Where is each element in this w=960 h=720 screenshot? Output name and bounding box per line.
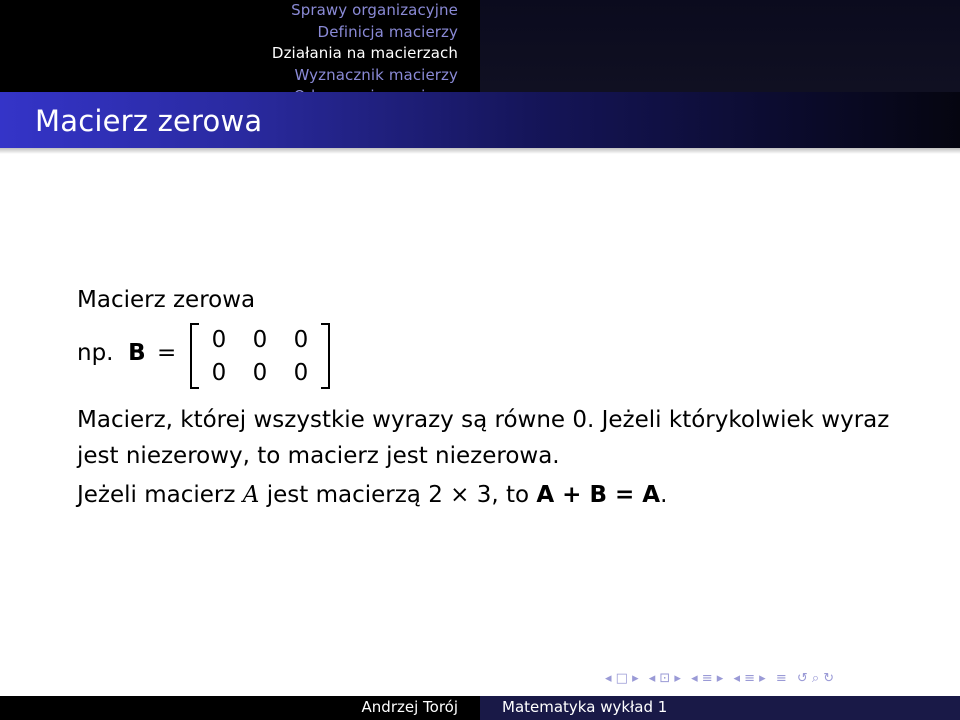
equals-sign: = <box>157 340 177 366</box>
example-prefix: Jeżeli macierz <box>77 482 243 508</box>
nav-frame-icon[interactable]: ◂ □ ▸ <box>605 671 639 686</box>
matrix-cell: 0 <box>211 327 227 353</box>
section-nav <box>0 0 480 92</box>
example-middle: jest macierzą 2 × 3, to <box>259 482 537 508</box>
matrix-name: B <box>128 340 146 366</box>
nav-document-icon[interactable]: ◂ ≡ ▸ <box>733 671 766 686</box>
nav-appendix-icon[interactable]: ≡ <box>775 671 787 686</box>
footer-author: Andrzej Torój <box>361 698 458 716</box>
definition-text: Macierz, której wszystkie wyrazy są równe 0. Jeżeli którykolwiek wyraz jest niezerowy, to macierz jest niezerowa. <box>77 407 890 469</box>
matrix-cell: 0 <box>211 360 227 386</box>
matrix-cell: 0 <box>252 327 268 353</box>
footer-title: Matematyka wykład 1 <box>502 698 668 716</box>
example-label <box>77 340 146 366</box>
beamer-nav-symbols <box>605 671 840 689</box>
matrix-cell: 0 <box>252 360 268 386</box>
nav-search-icon[interactable]: ↺ ⌕ ↻ <box>796 671 835 686</box>
nav-item-definicja[interactable]: Definicja macierzy <box>317 22 458 41</box>
example-text <box>77 482 937 508</box>
nav-item-wyznacznik[interactable]: Wyznacznik macierzy <box>294 65 458 84</box>
matrix-cell: 0 <box>293 327 309 353</box>
footer-author-bar <box>0 696 480 720</box>
header-right-panel <box>480 0 960 92</box>
zero-matrix <box>190 323 330 389</box>
frame-title: Macierz zerowa <box>35 104 263 138</box>
right-bracket <box>321 323 330 389</box>
nav-item-dzialania[interactable]: Działania na macierzach <box>271 44 458 62</box>
title-shadow <box>0 148 960 154</box>
example-suffix: . <box>660 482 668 508</box>
nav-item-sprawy[interactable]: Sprawy organizacyjne <box>291 1 458 19</box>
matrix-a-var: A <box>242 482 260 508</box>
nav-section-icon[interactable]: ◂ ≡ ▸ <box>691 671 724 686</box>
example-formula: A + B = A <box>536 482 661 508</box>
left-bracket <box>190 323 199 389</box>
matrix-cell: 0 <box>293 360 309 386</box>
nav-subsection-icon[interactable]: ◂ ⊡ ▸ <box>648 671 681 686</box>
block-title: Macierz zerowa <box>77 287 256 313</box>
np-label: np. <box>77 340 114 366</box>
footer-title-bar <box>480 696 960 720</box>
